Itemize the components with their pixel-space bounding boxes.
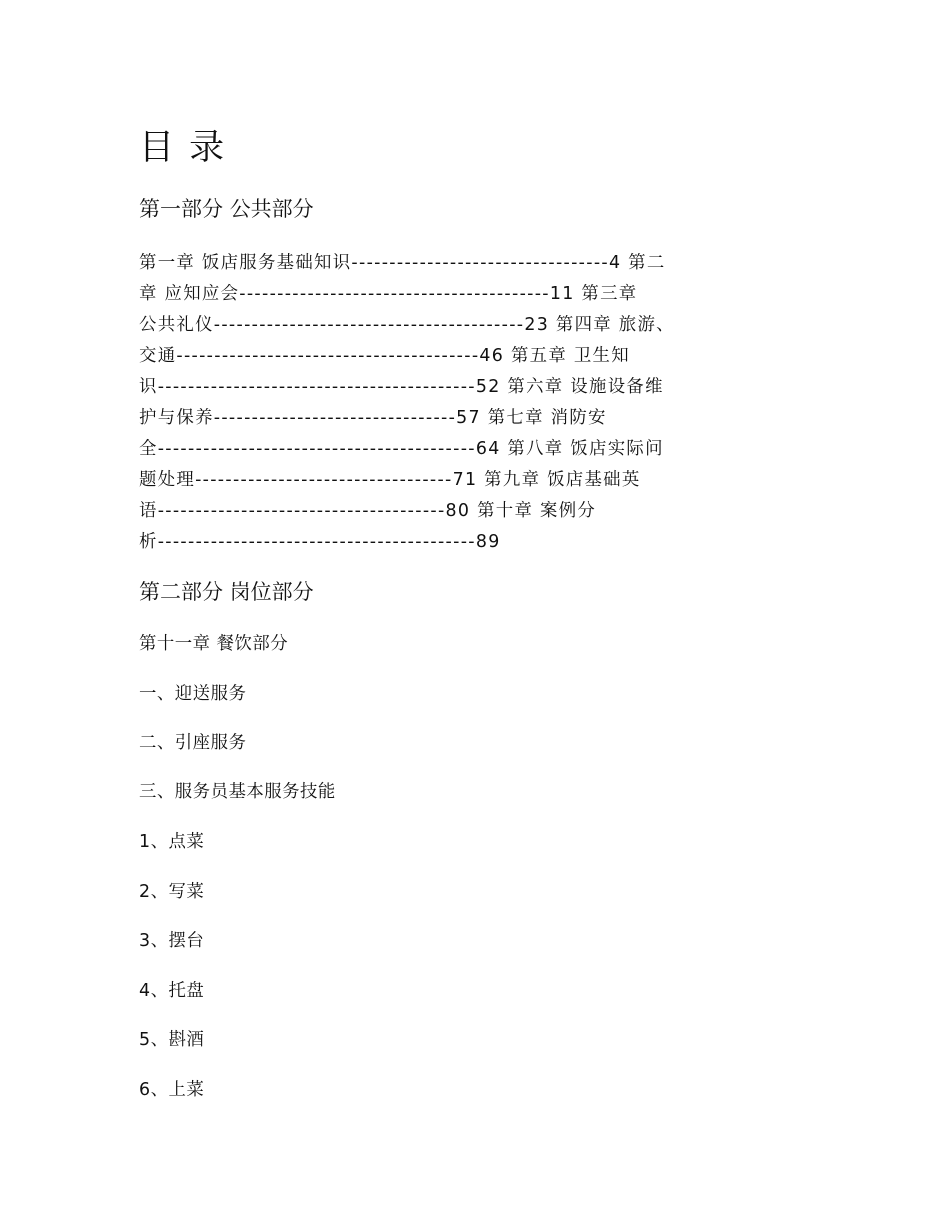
toc-line: 语--------------------------------------80 第十章 案例分 [139, 501, 597, 521]
list-item: 6、上菜 [139, 1080, 205, 1100]
list-item: 4、托盘 [139, 981, 205, 1001]
list-item: 3、摆台 [139, 931, 205, 951]
toc-line: 交通----------------------------------------46 第五章 卫生知 [139, 346, 630, 366]
toc-line: 析------------------------------------------89 [139, 532, 501, 552]
part1-heading: 第一部分 公共部分 [139, 197, 314, 221]
page-title: 目 录 [139, 128, 227, 168]
list-item: 2、写菜 [139, 882, 205, 902]
section-item: 三、服务员基本服务技能 [139, 782, 336, 802]
toc-line: 第一章 饭店服务基础知识----------------------------------4 第二 [139, 253, 666, 273]
part2-heading: 第二部分 岗位部分 [139, 580, 314, 604]
section-item: 一、迎送服务 [139, 684, 247, 704]
toc-line: 公共礼仪-----------------------------------------23 第四章 旅游、 [139, 315, 675, 335]
toc-line: 章 应知应会-----------------------------------------11 第三章 [139, 284, 638, 304]
chapter-heading: 第十一章 餐饮部分 [139, 634, 289, 654]
list-item: 1、点菜 [139, 832, 205, 852]
toc-line: 识------------------------------------------52 第六章 设施设备维 [139, 377, 664, 397]
table-of-contents [139, 248, 819, 558]
list-item: 5、斟酒 [139, 1030, 205, 1050]
toc-line: 全------------------------------------------64 第八章 饭店实际问 [139, 439, 664, 459]
toc-line: 题处理----------------------------------71 第九章 饭店基础英 [139, 470, 641, 490]
toc-line: 护与保养--------------------------------57 第七章 消防安 [139, 408, 607, 428]
section-item: 二、引座服务 [139, 733, 247, 753]
